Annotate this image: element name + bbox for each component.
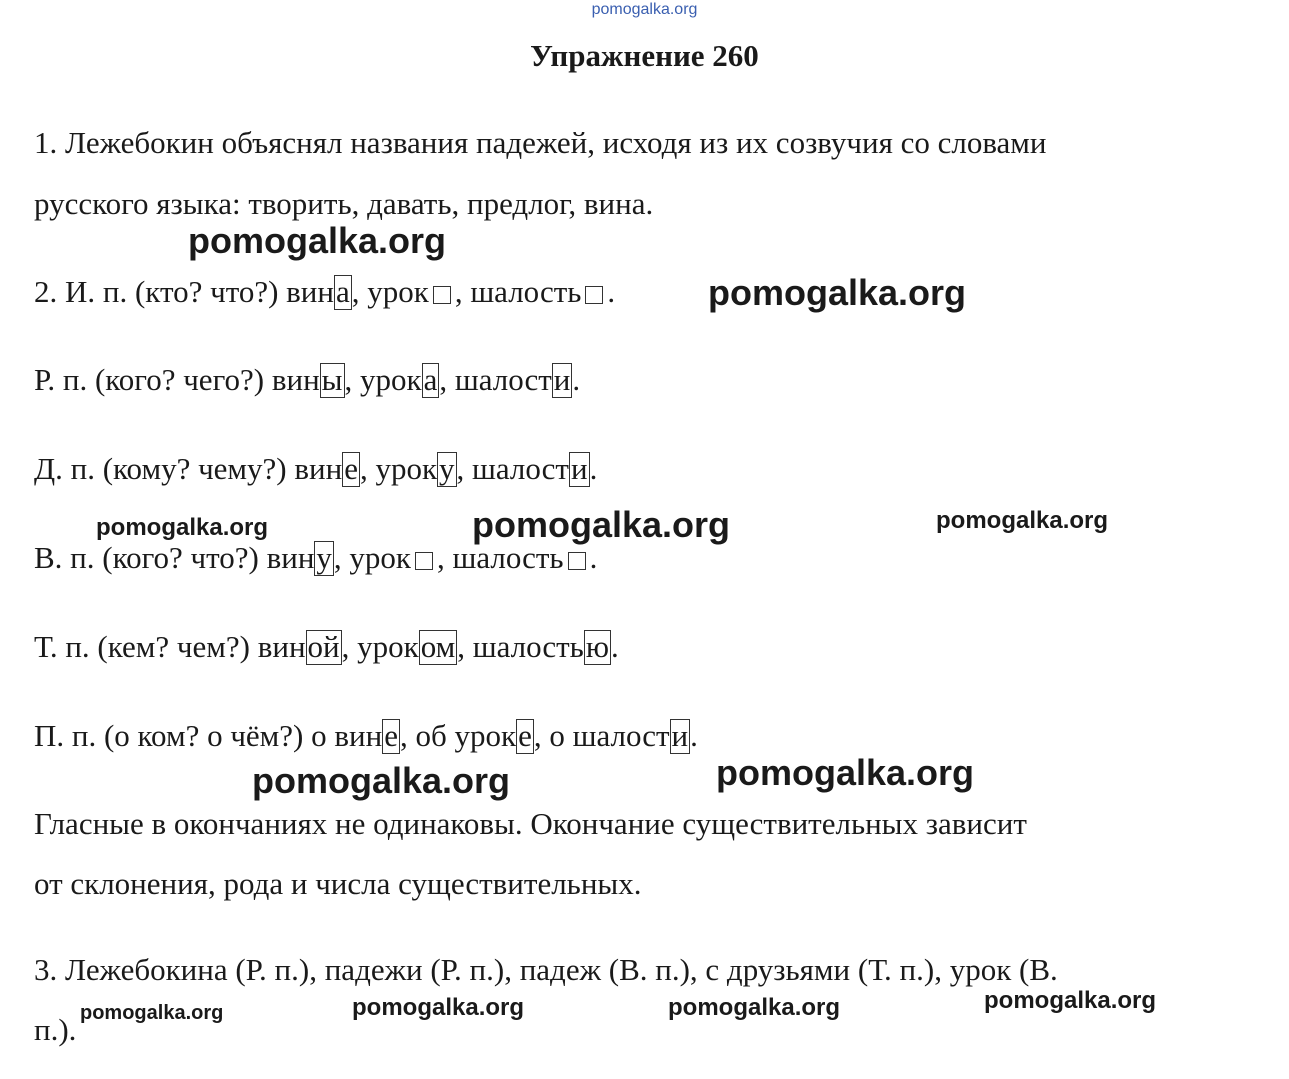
case-text: Т. п. (кем? чем?) вин: [34, 629, 306, 664]
watermark: pomogalka.org: [472, 504, 731, 545]
case-text: , о шалост: [533, 718, 670, 753]
conclusion-line-2: от склонения, рода и числа существительных.: [34, 866, 642, 901]
watermark: pomogalka.org: [668, 994, 841, 1021]
paragraph-1-line-1: 1. Лежебокин объяснял названия падежей, исходя из их созвучия со словами: [34, 125, 1047, 160]
ending-box: е: [344, 451, 358, 486]
paragraph-3-line-1: 3. Лежебокина (Р. п.), падежи (Р. п.), падеж (В. п.), с друзьями (Т. п.), урок (В.: [34, 952, 1058, 987]
ending-box: а: [423, 362, 438, 397]
case-text: , шалост: [439, 362, 552, 397]
watermark: pomogalka.org: [716, 752, 975, 793]
case-instrumental-line: [34, 629, 619, 665]
case-text: , урок: [359, 451, 438, 486]
ending-box: е: [518, 718, 532, 753]
site-watermark-top: pomogalka.org: [591, 1, 698, 18]
ending-box: ю: [585, 629, 609, 664]
case-text: .: [572, 362, 581, 397]
zero-ending-box: [433, 286, 451, 304]
ending-box: и: [553, 362, 571, 397]
case-text: .: [690, 718, 698, 753]
zero-ending-box: [568, 552, 586, 570]
watermark: pomogalka.org: [708, 272, 967, 313]
ending-box: е: [384, 718, 398, 753]
watermark: pomogalka.org: [984, 987, 1157, 1014]
case-genitive-line: [34, 362, 580, 398]
exercise-title: Упражнение 260: [530, 38, 759, 73]
watermark: pomogalka.org: [936, 507, 1109, 534]
case-text: , шалост: [456, 451, 569, 486]
case-text: 2. И. п. (кто? что?) вин: [34, 274, 334, 309]
zero-ending-box: [415, 552, 433, 570]
watermark: pomogalka.org: [80, 1002, 224, 1024]
paragraph-1-line-2: русского языка: творить, давать, предлог, вина.: [34, 186, 654, 221]
case-text: , урок: [333, 540, 411, 575]
case-text: П. п. (о ком? о чём?) о вин: [34, 718, 383, 753]
case-nominative-line: [34, 274, 615, 310]
case-text: В. п. (кого? что?) вин: [34, 540, 315, 575]
ending-box: у: [439, 451, 455, 486]
ending-box: и: [671, 718, 689, 753]
ending-box: и: [570, 451, 588, 486]
watermark: pomogalka.org: [96, 514, 269, 541]
ending-box: ом: [420, 629, 456, 664]
case-text: .: [589, 540, 598, 575]
watermark: pomogalka.org: [252, 760, 511, 801]
case-text: , об урок: [399, 718, 517, 753]
case-prepositional-line: [34, 718, 698, 754]
case-text: , урок: [341, 629, 419, 664]
case-text: Р. п. (кого? чего?) вин: [34, 362, 320, 397]
watermark: pomogalka.org: [352, 994, 525, 1021]
case-text: , шалость: [436, 540, 564, 575]
case-text: .: [611, 629, 619, 664]
ending-box: ой: [307, 629, 340, 664]
ending-box: у: [316, 540, 332, 575]
case-text: , шалость: [457, 629, 584, 664]
case-text: , шалость: [454, 274, 582, 309]
case-dative-line: [34, 451, 597, 487]
case-text: , урок: [351, 274, 429, 309]
ending-box: ы: [321, 362, 343, 397]
case-text: Д. п. (кому? чему?) вин: [34, 451, 343, 486]
paragraph-3-line-2: п.).: [34, 1012, 77, 1047]
case-text: .: [607, 274, 616, 309]
zero-ending-box: [585, 286, 603, 304]
ending-box: а: [335, 274, 350, 309]
watermark: pomogalka.org: [188, 220, 447, 261]
case-text: , урок: [344, 362, 422, 397]
conclusion-line-1: Гласные в окончаниях не одинаковы. Окончание существительных зависит: [34, 806, 1027, 841]
case-text: .: [589, 451, 598, 486]
